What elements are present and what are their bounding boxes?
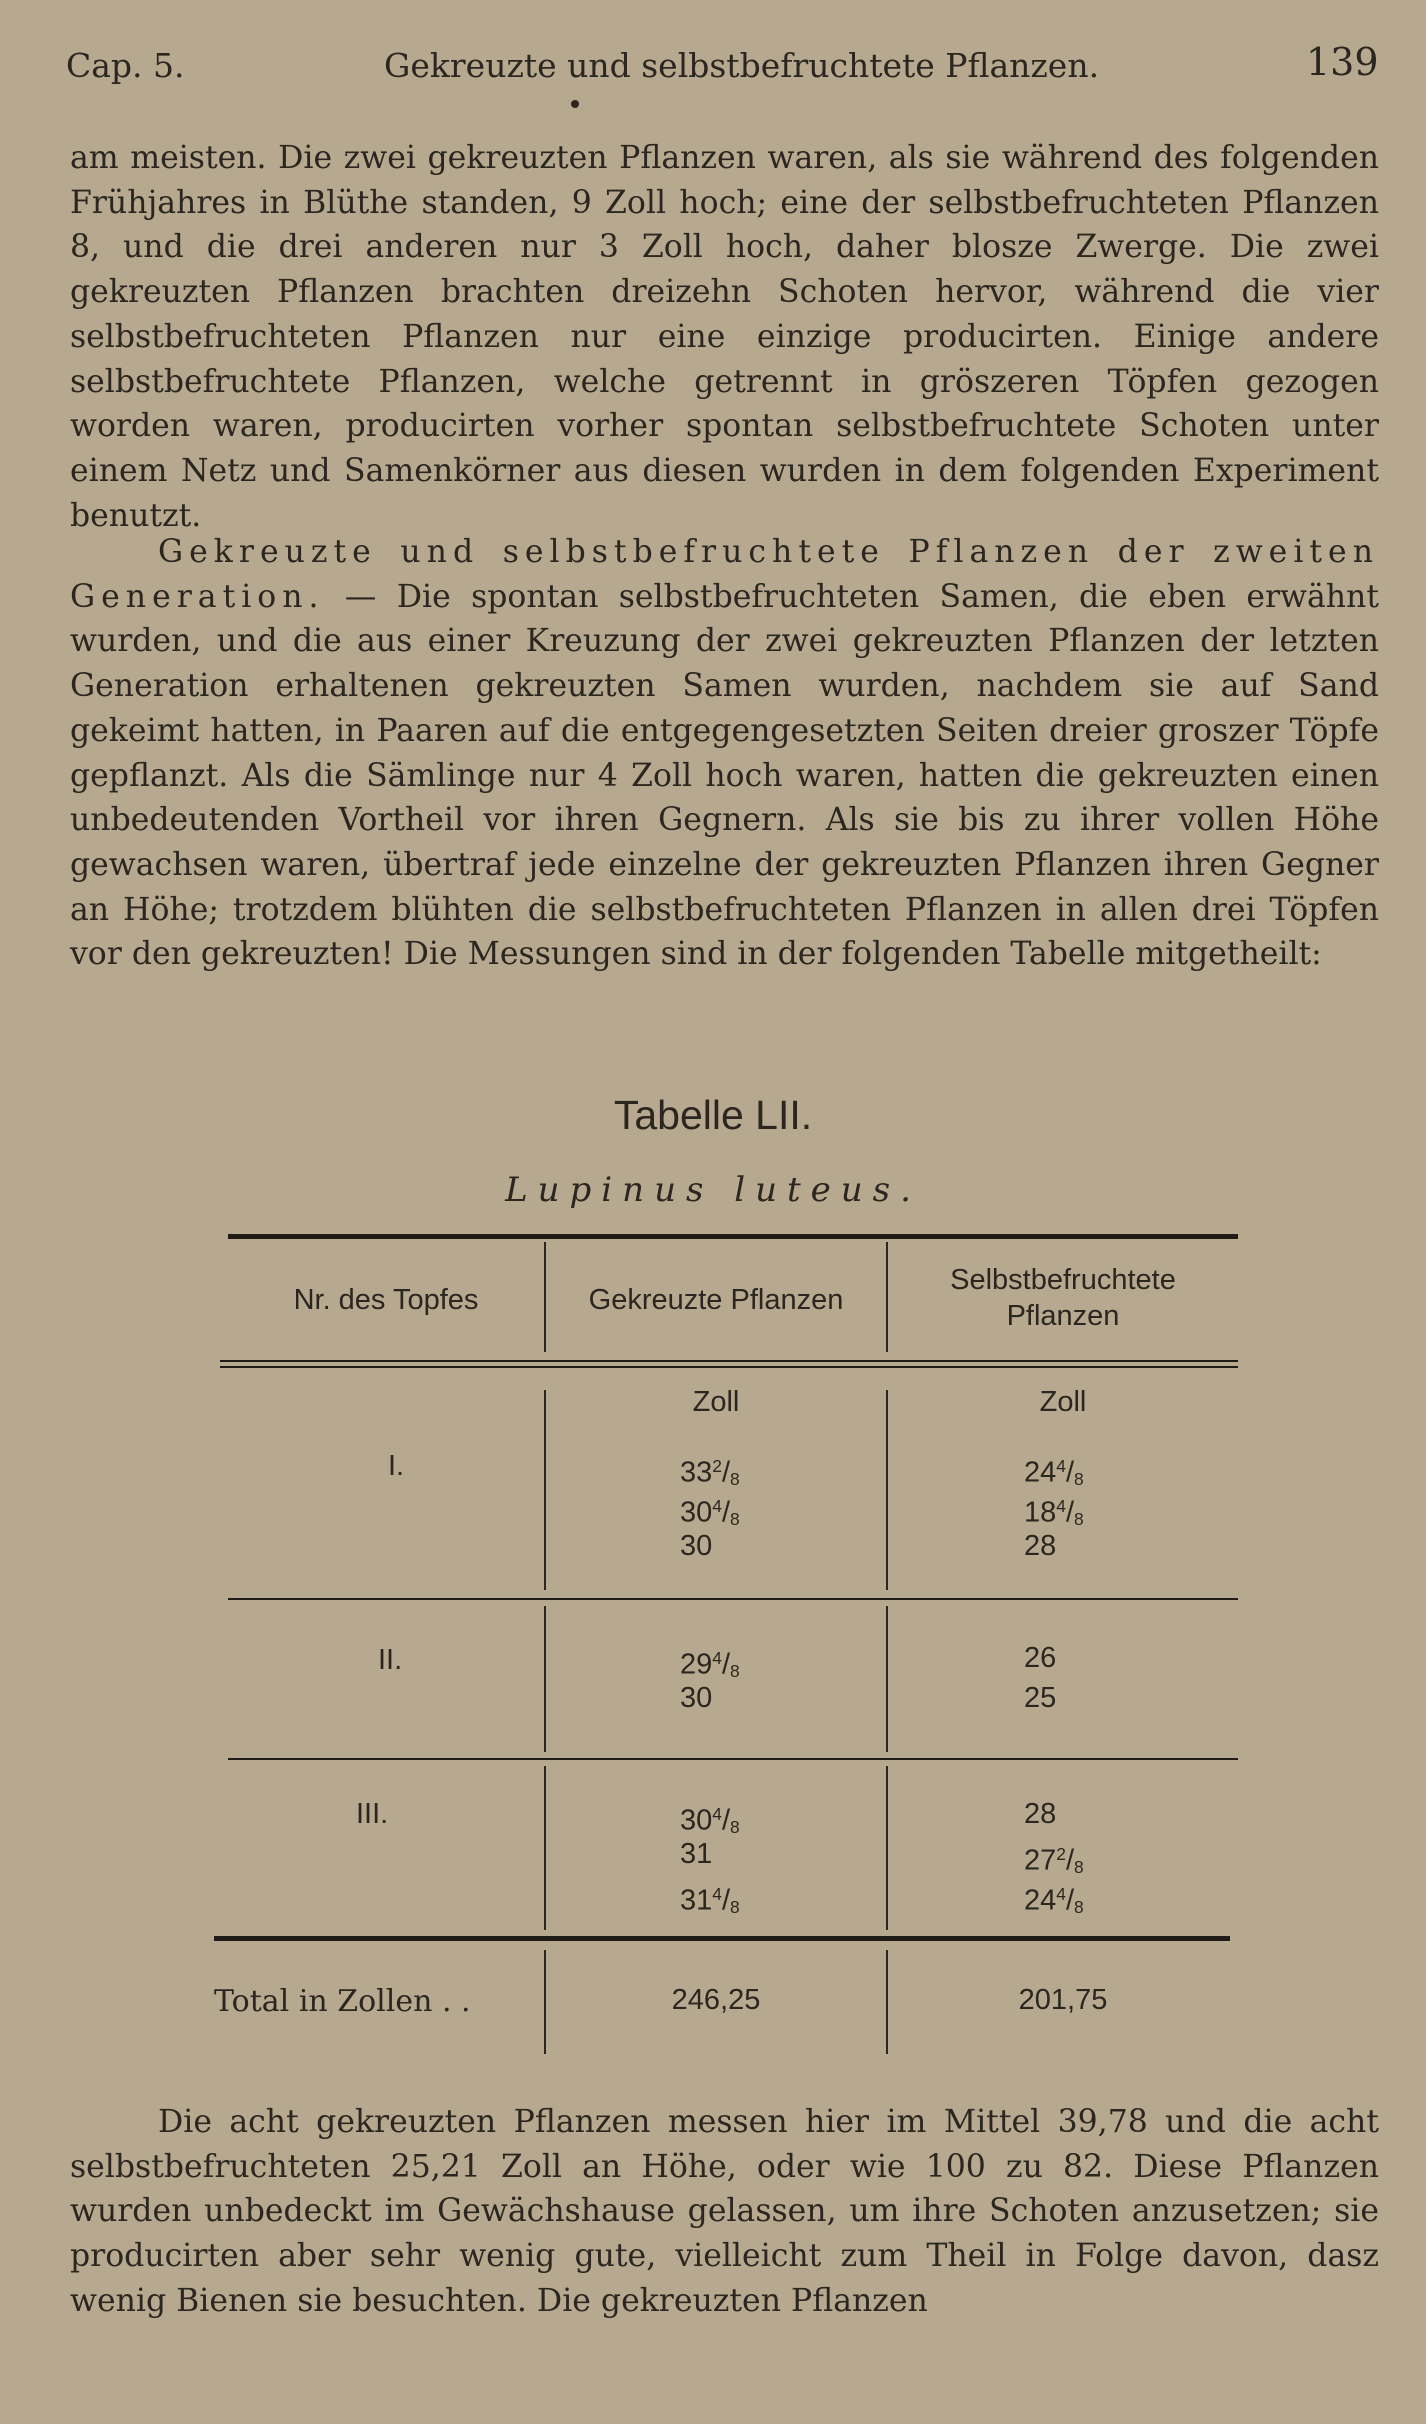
table-cell: $24^4/_8$ [1024, 1456, 1084, 1490]
self-values [1024, 1446, 1084, 1566]
pot-label: II. [378, 1644, 403, 1676]
species-name: Lupinus luteus. [505, 1170, 921, 1210]
header-pot: Nr. des Topfes [293, 1284, 479, 1316]
paragraph-3: Die acht gekreuzten Pflanzen messen hier im Mittel 39,78 und die acht selbstbefruchteten 25,21 Zoll an Höhe, oder wie 100 zu 82. Diese Pflanzen wurden unbedeckt im Gewächshause gelassen, um ihre Schoten anzusetzen; sie producirten aber sehr wenig gute, vielleicht zum Theil in Folge davon, dasz wenig Bienen sie besuchten. Die gekreuzten Pflanzen [70, 2104, 1379, 2319]
total-self: 201,75 [1018, 1984, 1108, 2016]
table-cell: 25 [1024, 1682, 1057, 1714]
table-cell: 30 [680, 1530, 713, 1562]
pot-label: III. [356, 1798, 389, 1830]
table-cell: $30^4/_8$ [680, 1496, 740, 1530]
paragraph-1: am meisten. Die zwei gekreuzten Pflanzen waren, als sie während des folgenden Frühjahres in Blüthe standen, 9 Zoll hoch; eine der selbstbefruchteten Pflanzen 8, und die drei anderen nur 3 Zoll hoch, daher blosze Zwerge. Die zwei gekreuzten Pflanzen brachten dreizehn Schoten hervor, während die vier selbstbefruchteten Pflanzen nur eine einzige producirten. Einige andere selbstbefruchtete Pflanzen, welche getrennt in gröszeren Töpfen gezogen worden waren, producirten vorher spontan selbstbefruchtete Schoten unter einem Netz und Samenkörner aus diesen wurden in dem folgenden Experiment benutzt. [70, 140, 1379, 534]
col-divider-2b [886, 1606, 888, 1752]
table-cell: $31^4/_8$ [680, 1884, 740, 1918]
table-cell: $30^4/_8$ [680, 1804, 740, 1838]
running-header [0, 40, 1426, 90]
crossed-values [680, 1446, 740, 1566]
table-cell: $18^4/_8$ [1024, 1496, 1084, 1530]
col-divider-2a [886, 1390, 888, 1590]
total-rule [214, 1936, 1230, 1941]
crossed-values [680, 1638, 740, 1718]
table-cell: $29^4/_8$ [680, 1648, 740, 1682]
header-self-line2: Pflanzen [1006, 1300, 1120, 1332]
self-values [1024, 1638, 1056, 1718]
section-heading: Gekreuzte und selbstbefruchtete Pflanzen der zweiten Generation. [70, 534, 1379, 615]
page-number: 139 [1306, 40, 1379, 84]
header-self [888, 1262, 1238, 1334]
col-divider-2c [886, 1766, 888, 1930]
self-values [1024, 1794, 1084, 1918]
running-title: Gekreuzte und selbstbefruchtete Pflanzen. [384, 46, 1100, 85]
col-divider-1a [544, 1390, 546, 1590]
total-label: Total in Zollen . . [214, 1984, 471, 2019]
header-self-line1: Selbstbefruchtete [950, 1264, 1176, 1296]
unit-self: Zoll [1039, 1386, 1087, 1418]
ink-dot [571, 100, 579, 108]
table-cell: 28 [1024, 1530, 1057, 1562]
table-cell: 30 [680, 1682, 713, 1714]
table-cell: $27^2/_8$ [1024, 1844, 1084, 1878]
crossed-values [680, 1794, 740, 1918]
table-cell: 28 [1024, 1798, 1057, 1830]
group-rule-1 [228, 1598, 1238, 1600]
table-cell: 31 [680, 1838, 713, 1870]
header-rule-1 [220, 1360, 1238, 1362]
group-rule-2 [228, 1758, 1238, 1760]
col-divider-1b [544, 1606, 546, 1752]
chapter-label: Cap. 5. [66, 46, 185, 85]
col-divider-1c [544, 1766, 546, 1930]
unit-crossed: Zoll [692, 1386, 740, 1418]
header-rule-2 [220, 1366, 1238, 1368]
table-title: Tabelle LII. [613, 1092, 813, 1138]
total-crossed: 246,25 [671, 1984, 761, 2016]
header-crossed: Gekreuzte Pflanzen [588, 1284, 844, 1316]
paragraph-2-text: — Die spontan selbstbefruchteten Samen, die eben erwähnt wurden, und die aus einer Kreuzung der zwei gekreuzten Pflanzen der letzten Generation erhaltenen gekreuzten Samen wurden, nachdem sie auf Sand gekeimt hatten, in Paaren auf die entgegengesetzten Seiten dreier groszer Töpfe gepflanzt. Als die Sämlinge nur 4 Zoll hoch waren, hatten die gekreuzten einen unbedeutenden Vortheil vor ihren Gegnern. Als sie bis zu ihrer vollen Höhe gewachsen waren, übertraf jede einzelne der gekreuzten Pflanzen ihren Gegner an Höhe; trotzdem blühten die selbstbefruchteten Pflanzen in allen drei Töpfen vor den gekreuzten! Die Messungen sind in der folgenden Tabelle mitgetheilt: [70, 578, 1380, 973]
table-cell: $24^4/_8$ [1024, 1884, 1084, 1918]
table-cell: $33^2/_8$ [680, 1456, 740, 1490]
pot-label: I. [388, 1450, 405, 1482]
table-cell: 26 [1024, 1642, 1057, 1674]
table-top-rule [228, 1234, 1238, 1239]
paragraph-2 [70, 530, 1379, 977]
